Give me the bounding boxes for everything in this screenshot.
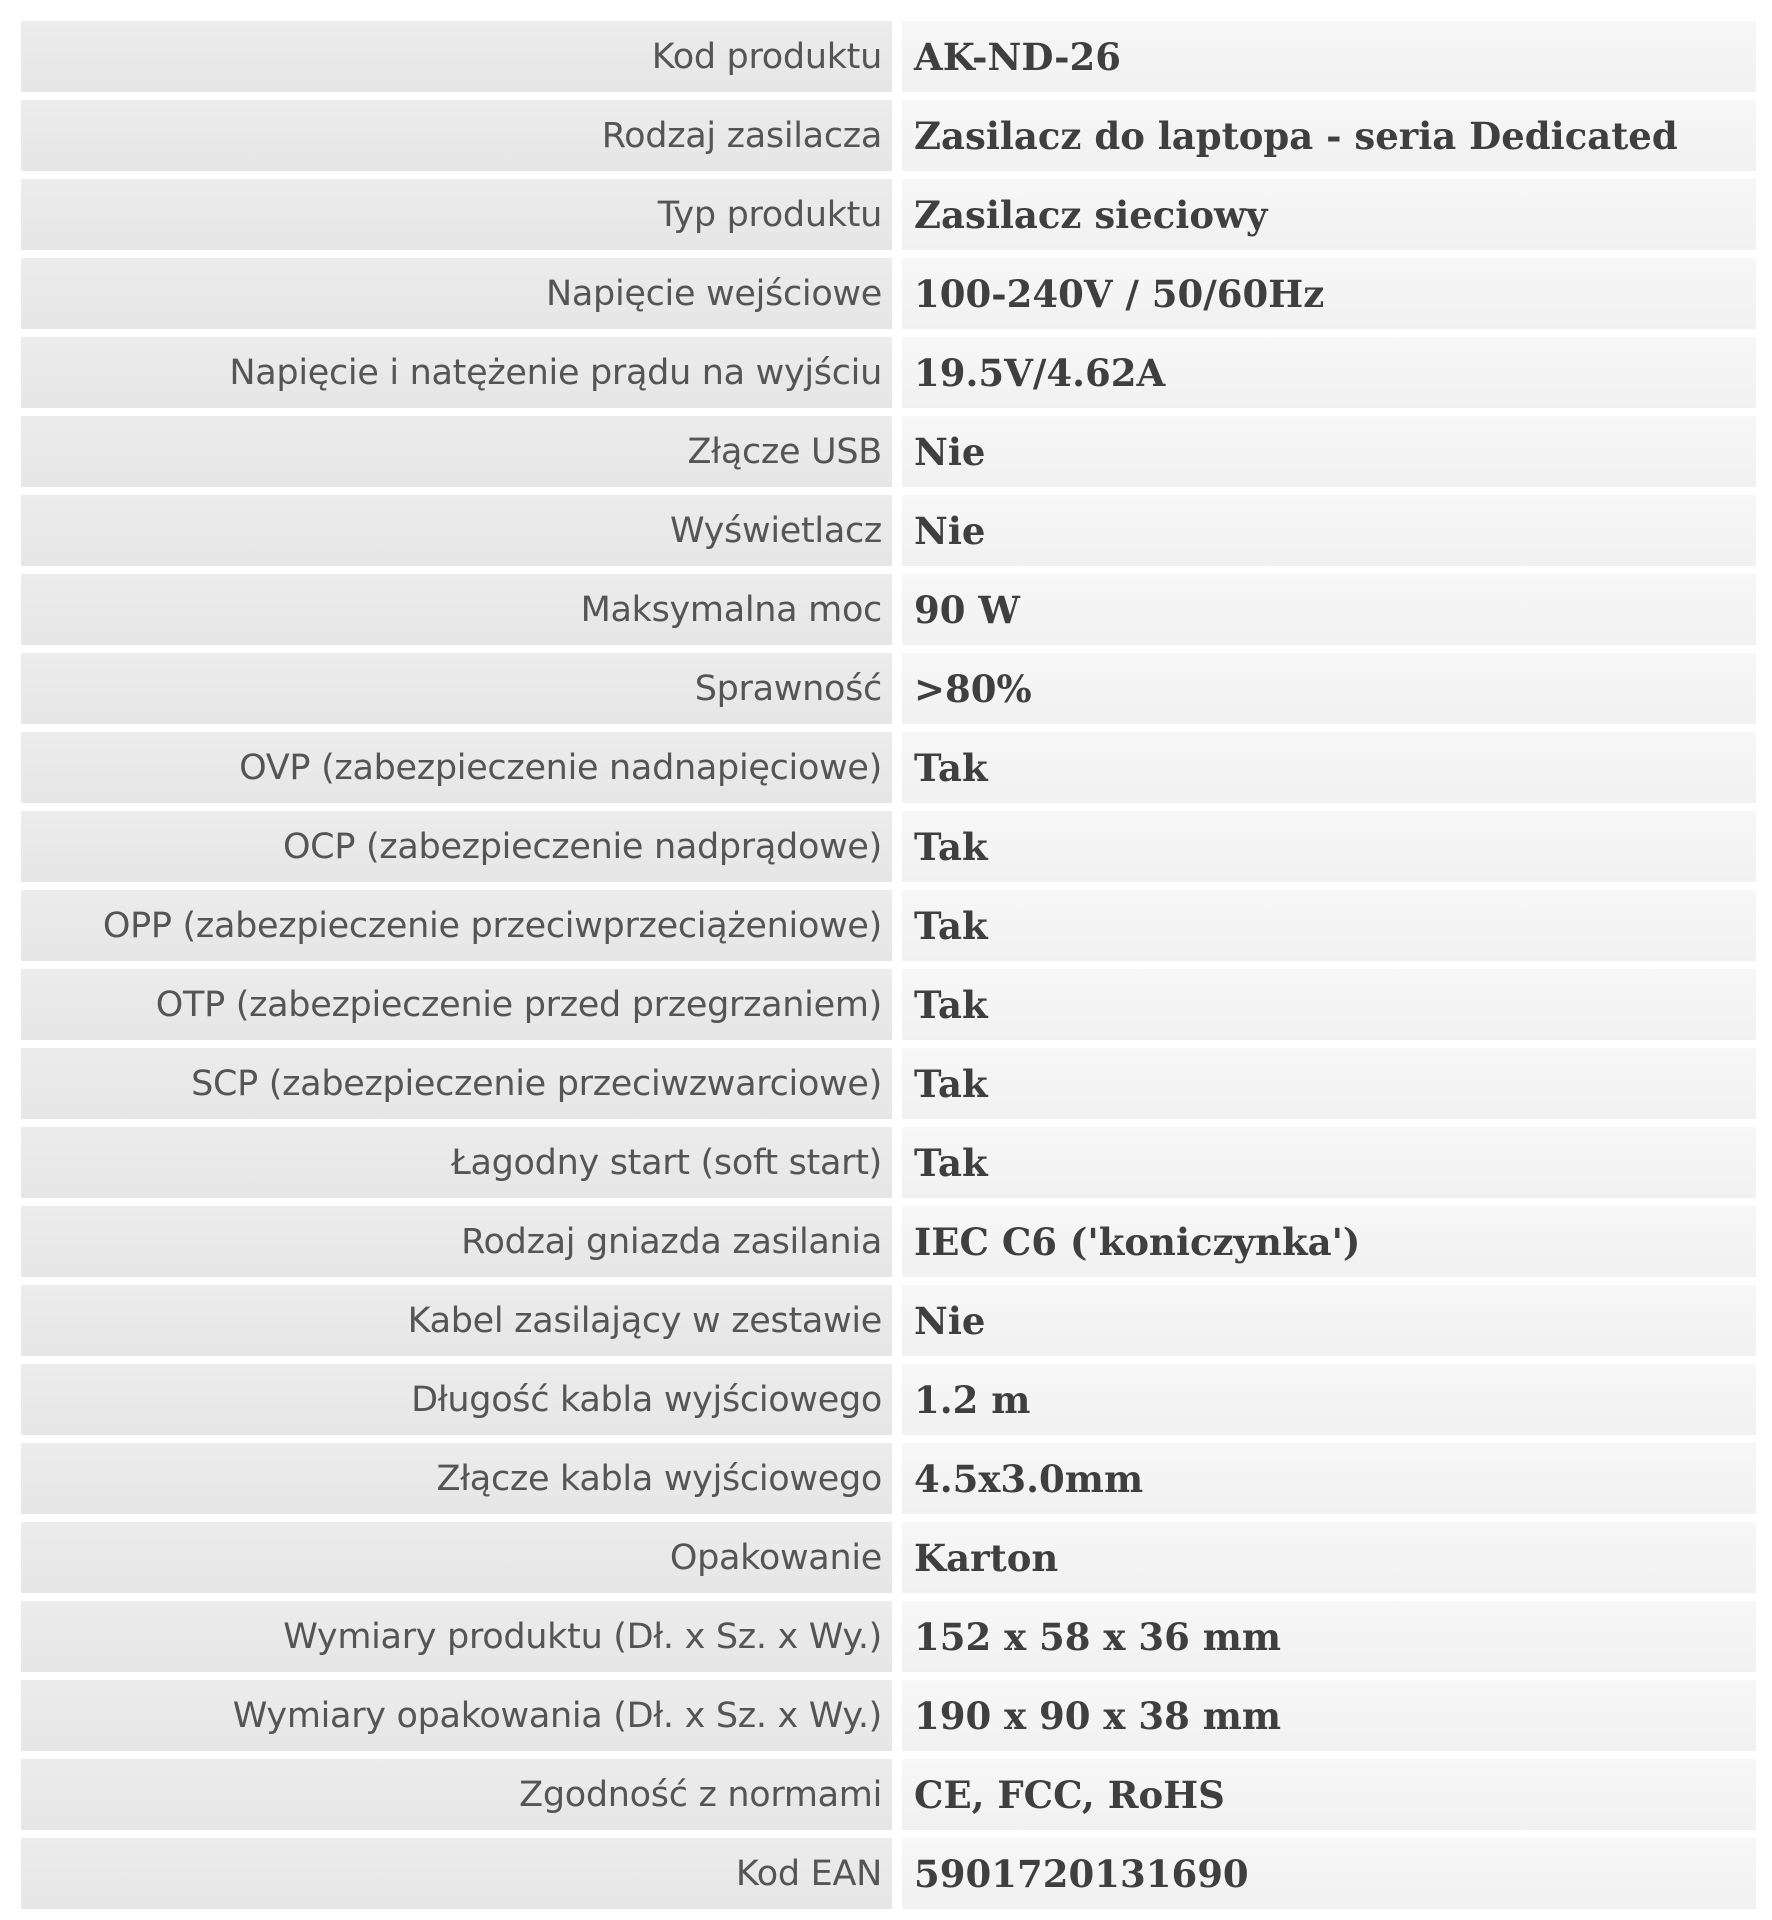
spec-label: Rodzaj zasilacza <box>21 100 892 171</box>
spec-row <box>21 100 1756 171</box>
spec-row <box>21 1680 1756 1751</box>
spec-value: 100-240V / 50/60Hz <box>902 258 1756 329</box>
spec-row <box>21 653 1756 724</box>
spec-label: OCP (zabezpieczenie nadprądowe) <box>21 811 892 882</box>
spec-divider <box>892 1285 902 1356</box>
spec-value: 90 W <box>902 574 1756 645</box>
spec-label: SCP (zabezpieczenie przeciwzwarciowe) <box>21 1048 892 1119</box>
spec-divider <box>892 574 902 645</box>
spec-divider <box>892 258 902 329</box>
spec-label: OTP (zabezpieczenie przed przegrzaniem) <box>21 969 892 1040</box>
spec-label: Kod EAN <box>21 1838 892 1909</box>
spec-value: Karton <box>902 1522 1756 1593</box>
spec-label: Wymiary produktu (Dł. x Sz. x Wy.) <box>21 1601 892 1672</box>
spec-divider <box>892 1838 902 1909</box>
spec-value: Tak <box>902 1048 1756 1119</box>
spec-row <box>21 1285 1756 1356</box>
spec-value: Nie <box>902 1285 1756 1356</box>
spec-divider <box>892 811 902 882</box>
spec-divider <box>892 732 902 803</box>
spec-divider <box>892 416 902 487</box>
spec-row <box>21 258 1756 329</box>
specification-table-body <box>21 21 1756 1909</box>
spec-label: Zgodność z normami <box>21 1759 892 1830</box>
spec-row <box>21 732 1756 803</box>
spec-label: Kabel zasilający w zestawie <box>21 1285 892 1356</box>
spec-row <box>21 21 1756 92</box>
spec-divider <box>892 1443 902 1514</box>
spec-divider <box>892 890 902 961</box>
spec-value: IEC C6 ('koniczynka') <box>902 1206 1756 1277</box>
spec-divider <box>892 337 902 408</box>
spec-divider <box>892 969 902 1040</box>
spec-label: Rodzaj gniazda zasilania <box>21 1206 892 1277</box>
spec-divider <box>892 1206 902 1277</box>
spec-value: 4.5x3.0mm <box>902 1443 1756 1514</box>
spec-value: Nie <box>902 416 1756 487</box>
spec-divider <box>892 653 902 724</box>
spec-value: Zasilacz sieciowy <box>902 179 1756 250</box>
spec-row <box>21 890 1756 961</box>
spec-divider <box>892 1601 902 1672</box>
spec-divider <box>892 495 902 566</box>
spec-row <box>21 1127 1756 1198</box>
spec-value: Tak <box>902 732 1756 803</box>
spec-row <box>21 1364 1756 1435</box>
spec-label: Napięcie i natężenie prądu na wyjściu <box>21 337 892 408</box>
spec-value: 19.5V/4.62A <box>902 337 1756 408</box>
spec-value: Tak <box>902 890 1756 961</box>
spec-divider <box>892 1522 902 1593</box>
spec-divider <box>892 21 902 92</box>
spec-label: Typ produktu <box>21 179 892 250</box>
spec-value: Tak <box>902 969 1756 1040</box>
spec-divider <box>892 1048 902 1119</box>
spec-value: >80% <box>902 653 1756 724</box>
spec-row <box>21 179 1756 250</box>
spec-label: Wymiary opakowania (Dł. x Sz. x Wy.) <box>21 1680 892 1751</box>
spec-row <box>21 1838 1756 1909</box>
spec-row <box>21 969 1756 1040</box>
spec-divider <box>892 100 902 171</box>
spec-label: Długość kabla wyjściowego <box>21 1364 892 1435</box>
spec-divider <box>892 1759 902 1830</box>
spec-row <box>21 416 1756 487</box>
spec-label: Złącze kabla wyjściowego <box>21 1443 892 1514</box>
spec-row <box>21 811 1756 882</box>
spec-value: Tak <box>902 811 1756 882</box>
spec-row <box>21 1206 1756 1277</box>
spec-label: Sprawność <box>21 653 892 724</box>
spec-label: Łagodny start (soft start) <box>21 1127 892 1198</box>
spec-row <box>21 1601 1756 1672</box>
spec-label: Maksymalna moc <box>21 574 892 645</box>
spec-divider <box>892 179 902 250</box>
specification-table <box>21 13 1756 1917</box>
spec-label: OVP (zabezpieczenie nadnapięciowe) <box>21 732 892 803</box>
spec-divider <box>892 1127 902 1198</box>
spec-value: 1.2 m <box>902 1364 1756 1435</box>
spec-value: 5901720131690 <box>902 1838 1756 1909</box>
spec-label: Złącze USB <box>21 416 892 487</box>
spec-label: Kod produktu <box>21 21 892 92</box>
spec-row <box>21 1443 1756 1514</box>
spec-row <box>21 574 1756 645</box>
spec-row <box>21 1759 1756 1830</box>
spec-row <box>21 1048 1756 1119</box>
spec-row <box>21 1522 1756 1593</box>
spec-value: AK-ND-26 <box>902 21 1756 92</box>
spec-value: 190 x 90 x 38 mm <box>902 1680 1756 1751</box>
spec-value: CE, FCC, RoHS <box>902 1759 1756 1830</box>
spec-value: 152 x 58 x 36 mm <box>902 1601 1756 1672</box>
spec-divider <box>892 1364 902 1435</box>
spec-label: Wyświetlacz <box>21 495 892 566</box>
spec-label: Opakowanie <box>21 1522 892 1593</box>
spec-row <box>21 495 1756 566</box>
spec-label: OPP (zabezpieczenie przeciwprzeciążeniowe) <box>21 890 892 961</box>
spec-row <box>21 337 1756 408</box>
spec-label: Napięcie wejściowe <box>21 258 892 329</box>
spec-divider <box>892 1680 902 1751</box>
spec-value: Tak <box>902 1127 1756 1198</box>
spec-value: Nie <box>902 495 1756 566</box>
spec-value: Zasilacz do laptopa - seria Dedicated <box>902 100 1756 171</box>
